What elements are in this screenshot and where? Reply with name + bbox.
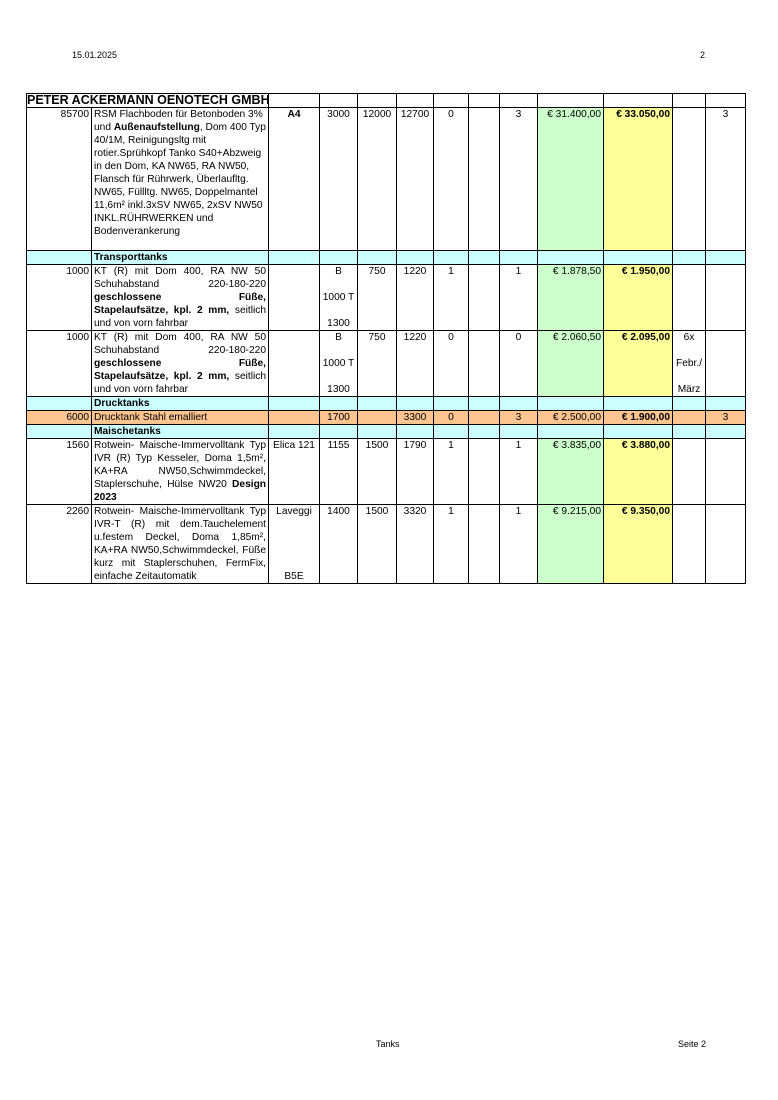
value-cell <box>358 411 397 425</box>
value-cell: 1790 <box>397 439 434 505</box>
quantity-cell: 1000 <box>27 265 92 331</box>
value-cell: 1500 <box>358 439 397 505</box>
table-row <box>27 108 746 251</box>
section-title: Maischetanks <box>92 425 269 439</box>
value-cell <box>469 411 500 425</box>
value-cell: 3300 <box>397 411 434 425</box>
value-cell: 0 <box>500 331 538 397</box>
model-cell <box>269 411 320 425</box>
offer-price-cell: € 33.050,00 <box>604 108 673 251</box>
note-line: Febr./ <box>675 358 703 369</box>
note-cell <box>673 411 706 425</box>
value-line: 1300 <box>327 318 350 329</box>
value-cell: 1400 <box>320 505 358 584</box>
model-line: B5E <box>284 571 304 582</box>
price-cell: € 2.060,50 <box>538 331 604 397</box>
value-cell <box>469 331 500 397</box>
description-bold-text: Design 2023 <box>94 479 267 503</box>
offer-price-cell: € 1.900,00 <box>604 411 673 425</box>
model-line: Laveggi <box>276 506 312 517</box>
value-cell: 1 <box>434 505 469 584</box>
description-bold-text: geschlossene Füße, Stapelaufsätze, kpl. 2 mm, <box>94 292 267 316</box>
description-text: seitlich und von vorn fahrbar <box>94 305 267 329</box>
description-text: KT (R) mit Dom 400, RA NW 50 Schuhabstand 220-180-220 <box>94 332 267 356</box>
description-text: RSM Flachboden für Betonboden 3% und <box>94 109 263 133</box>
note-cell <box>673 331 706 397</box>
value-cell <box>469 108 500 251</box>
description-text: KT (R) mit Dom 400, RA NW 50 Schuhabstand 220-180-220 <box>94 266 267 290</box>
description-bold-text: Außenaufstellung <box>113 122 200 133</box>
value-line: 1000 T <box>322 292 355 303</box>
section-row <box>27 425 746 439</box>
quantity-cell: 1000 <box>27 331 92 397</box>
description-text: Rotwein- Maische-Immervolltank Typ IVR (R) Typ Kesseler, Doma 1,5m², KA+RA NW50,Schwimmdeckel, Staplerschuhe, Hülse NW20 <box>94 440 267 490</box>
value-cell: 1 <box>500 505 538 584</box>
footer-page-label: Seite 2 <box>678 1039 707 1049</box>
value-cell: 12700 <box>397 108 434 251</box>
value-cell: 1220 <box>397 265 434 331</box>
value-cell <box>469 505 500 584</box>
value-line: B <box>335 332 342 343</box>
description-cell <box>92 265 269 331</box>
price-cell: € 31.400,00 <box>538 108 604 251</box>
description-cell <box>92 331 269 397</box>
value-cell <box>706 439 746 505</box>
value-cell: 3320 <box>397 505 434 584</box>
price-cell: € 9.215,00 <box>538 505 604 584</box>
value-cell <box>469 439 500 505</box>
price-table <box>26 93 746 584</box>
value-line: B <box>335 266 342 277</box>
value-cell: 1 <box>434 265 469 331</box>
value-cell: 1 <box>434 439 469 505</box>
value-cell <box>320 265 358 331</box>
quantity-cell: 1560 <box>27 439 92 505</box>
offer-price-cell: € 3.880,00 <box>604 439 673 505</box>
value-cell <box>320 331 358 397</box>
header-page-number: 2 <box>700 50 706 60</box>
description-text: seitlich und von vorn fahrbar <box>94 371 267 395</box>
value-cell: 3 <box>500 108 538 251</box>
value-cell <box>706 265 746 331</box>
value-cell: 3 <box>706 411 746 425</box>
description-cell: Drucktank Stahl emalliert <box>92 411 269 425</box>
value-cell: 1 <box>500 439 538 505</box>
value-cell: 0 <box>434 411 469 425</box>
quantity-cell: 85700 <box>27 108 92 251</box>
description-cell: Rotwein- Maische-Immervolltank Typ IVR-T (R) mit dem.Tauchelement u.festem Deckel, Doma 1,85m², KA+RA NW50,Schwimmdeckel, Füße kurz mit Staplerschuhen, FermFix, einfache Zeitautomatik <box>92 505 269 584</box>
value-cell <box>706 505 746 584</box>
value-cell: 750 <box>358 331 397 397</box>
value-cell: 3000 <box>320 108 358 251</box>
value-cell <box>706 331 746 397</box>
price-cell: € 3.835,00 <box>538 439 604 505</box>
value-cell: 1 <box>500 265 538 331</box>
offer-price-cell: € 1.950,00 <box>604 265 673 331</box>
description-bold-text: geschlossene Füße, Stapelaufsätze, kpl. 2 mm, <box>94 358 267 382</box>
table-row <box>27 411 746 425</box>
model-cell: A4 <box>269 108 320 251</box>
section-row <box>27 397 746 411</box>
table-row <box>27 331 746 397</box>
value-line: 1300 <box>327 384 350 395</box>
note-line: 6x <box>683 332 695 343</box>
value-line: 1000 T <box>322 358 355 369</box>
quantity-cell: 2260 <box>27 505 92 584</box>
table-row <box>27 265 746 331</box>
offer-price-cell: € 9.350,00 <box>604 505 673 584</box>
note-cell <box>673 265 706 331</box>
description-cell <box>92 439 269 505</box>
note-line: März <box>677 384 701 395</box>
value-cell: 3 <box>706 108 746 251</box>
price-cell: € 1.878,50 <box>538 265 604 331</box>
section-title: Transporttanks <box>92 251 269 265</box>
value-cell <box>469 265 500 331</box>
note-cell <box>673 505 706 584</box>
section-title: Drucktanks <box>92 397 269 411</box>
offer-price-cell: € 2.095,00 <box>604 331 673 397</box>
note-cell <box>673 108 706 251</box>
company-row <box>27 94 746 108</box>
model-cell <box>269 265 320 331</box>
footer-title: Tanks <box>376 1039 400 1049</box>
value-cell: 1155 <box>320 439 358 505</box>
table-row <box>27 505 746 584</box>
description-cell <box>92 108 269 251</box>
value-cell: 0 <box>434 108 469 251</box>
note-cell <box>673 439 706 505</box>
price-cell: € 2.500,00 <box>538 411 604 425</box>
value-cell: 3 <box>500 411 538 425</box>
quantity-cell: 6000 <box>27 411 92 425</box>
value-cell: 1220 <box>397 331 434 397</box>
table-row <box>27 439 746 505</box>
value-cell: 12000 <box>358 108 397 251</box>
value-cell: 1700 <box>320 411 358 425</box>
model-cell <box>269 505 320 584</box>
header-date: 15.01.2025 <box>72 50 118 60</box>
value-cell: 750 <box>358 265 397 331</box>
company-name: PETER ACKERMANN OENOTECH GMBH <box>27 93 270 107</box>
section-row <box>27 251 746 265</box>
value-cell: 1500 <box>358 505 397 584</box>
model-cell <box>269 331 320 397</box>
description-text: , Dom 400 Typ 40/1M, Reinigungsltg mit rotier.Sprühkopf Tanko S40+Abzweig in den Dom, KA NW65, RA NW50, Flansch für Rührwerk, Überlaufltg. NW65, Füllltg. NW65, Doppelmantel 11,6m² inkl.3xSV NW65, 2xSV NW50 INKL.RÜHRWERKEN und Bodenverankerung <box>94 122 266 237</box>
value-cell: 0 <box>434 331 469 397</box>
model-cell: Elica 121 <box>269 439 320 505</box>
